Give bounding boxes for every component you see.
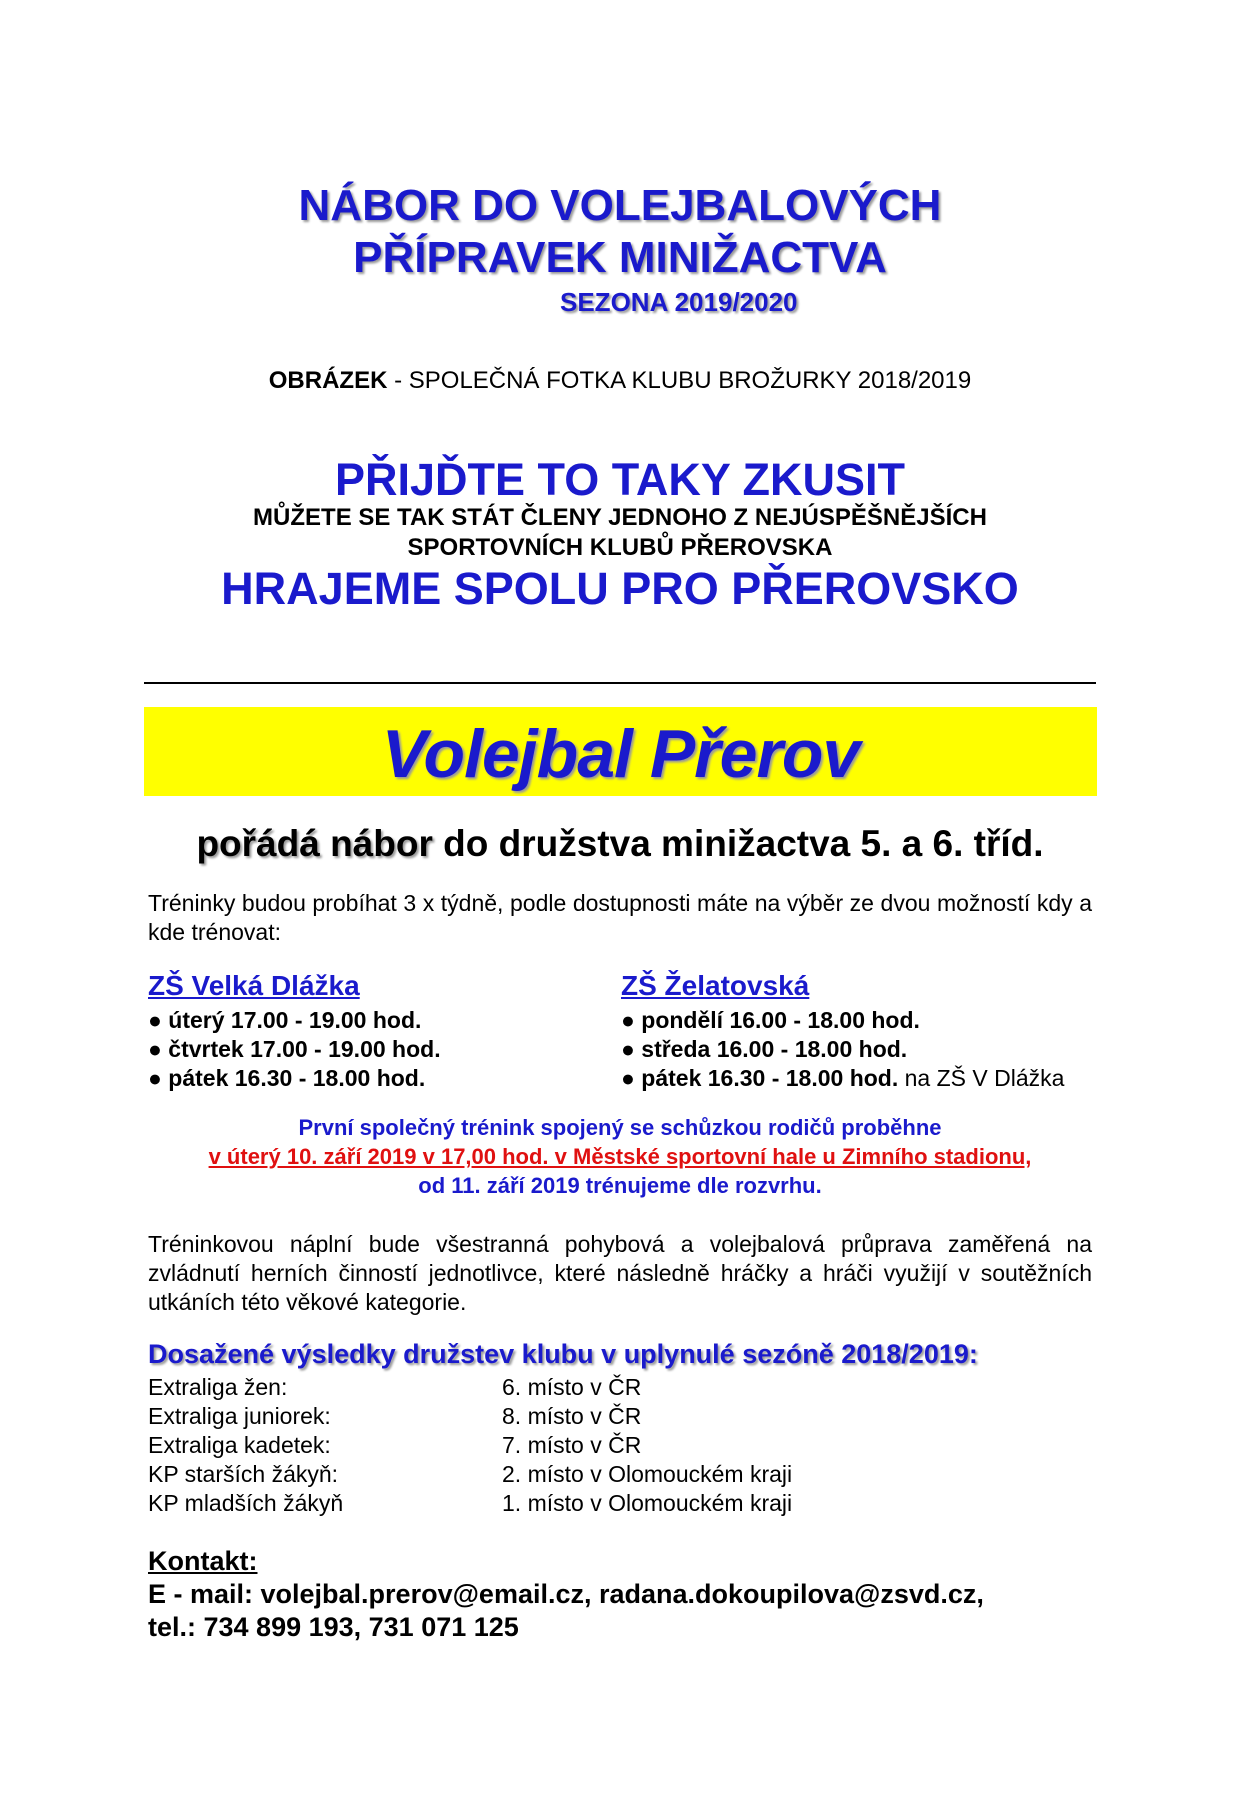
venue-velka-dlazka-list: [148, 1006, 441, 1093]
club-banner: [144, 707, 1097, 796]
invite-headline: PŘIJĎTE TO TAKY ZKUSIT: [334, 454, 906, 505]
training-content: Tréninkovou náplní bude všestranná pohybová a volejbalová průprava zaměřená na zvládnutí herních činností jednotlivce, které následně hráčky a hráči využijí v soutěžních utkáních této věkové kategorie.: [148, 1231, 1092, 1315]
league-place: 6. místo v ČR: [502, 1374, 642, 1400]
club-name: Volejbal Přerov: [381, 716, 860, 792]
schedule-item: ● pátek 16.30 - 18.00 hod.: [148, 1065, 426, 1091]
venue-zelatovska-title: ZŠ Želatovská: [621, 970, 810, 1001]
training-intro: Tréninky budou probíhat 3 x týdně, podle dostupnosti máte na výběr ze dvou možností kdy a kde trénovat:: [148, 890, 1092, 945]
schedule-item: ● středa 16.00 - 18.00 hod.: [621, 1036, 908, 1062]
notice-line-1: První společný trénink spojený se schůzkou rodičů proběhne: [298, 1115, 942, 1140]
title-line-2: PŘÍPRAVEK MINIŽACTVA: [353, 233, 887, 282]
slogan: HRAJEME SPOLU PRO PŘEROVSKO: [221, 563, 1019, 614]
contact-phone: tel.: 734 899 193, 731 071 125: [148, 1612, 519, 1642]
invite-sub-line-1: MŮŽETE SE TAK STÁT ČLENY JEDNOHO Z NEJÚSPĚŠNĚJŠÍCH: [253, 504, 987, 531]
league-name: KP starších žákyň:: [148, 1461, 339, 1487]
league-name: KP mladších žákyň: [148, 1490, 344, 1516]
results-heading: Dosažené výsledky družstev klubu v uplynulé sezóně 2018/2019:: [148, 1339, 978, 1369]
recruit-line: [0, 823, 1240, 865]
table-row: [148, 1402, 1048, 1431]
table-row: [148, 1431, 1048, 1460]
schedule-item: [621, 1064, 1064, 1093]
contact-heading: Kontakt:: [148, 1546, 258, 1576]
table-row: [148, 1460, 1048, 1489]
divider: [144, 682, 1096, 684]
league-name: Extraliga žen:: [148, 1374, 288, 1400]
notice-line-3: od 11. září 2019 trénujeme dle rozvrhu.: [418, 1173, 822, 1198]
league-name: Extraliga kadetek:: [148, 1432, 331, 1458]
league-place: 2. místo v Olomouckém kraji: [502, 1461, 793, 1487]
schedule-item-text: ● pátek 16.30 - 18.00 hod.: [621, 1065, 899, 1091]
venue-zelatovska-list: [621, 1006, 1064, 1093]
schedule-item: ● úterý 17.00 - 19.00 hod.: [148, 1007, 422, 1033]
image-note-label: OBRÁZEK: [268, 367, 388, 394]
image-note: [0, 367, 1240, 395]
table-row: [148, 1373, 1048, 1402]
league-name: Extraliga juniorek:: [148, 1403, 331, 1429]
results-table: [148, 1373, 1048, 1518]
schedule-item: ● pondělí 16.00 - 18.00 hod.: [621, 1007, 920, 1033]
venue-velka-dlazka-title: ZŠ Velká Dlážka: [148, 970, 360, 1001]
schedule-item-note: na ZŠ V Dlážka: [898, 1065, 1065, 1091]
recruit-bold: pořádá nábor: [196, 823, 433, 864]
season-label: SEZONA 2019/2020: [560, 287, 798, 317]
title-line-1: NÁBOR DO VOLEJBALOVÝCH: [298, 181, 942, 230]
league-place: 1. místo v Olomouckém kraji: [502, 1490, 793, 1516]
invite-sub-line-2: SPORTOVNÍCH KLUBŮ PŘEROVSKA: [407, 534, 833, 561]
contact-email: E - mail: volejbal.prerov@email.cz, radana.dokoupilova@zsvd.cz,: [148, 1579, 984, 1609]
contact-block: [148, 1545, 984, 1644]
league-place: 8. místo v ČR: [502, 1403, 642, 1429]
image-note-text: - SPOLEČNÁ FOTKA KLUBU BROŽURKY 2018/2019: [387, 367, 972, 394]
recruit-rest: do družstva minižactva 5. a 6. tříd.: [432, 823, 1044, 864]
notice-line-2: v úterý 10. září 2019 v 17,00 hod. v Městské sportovní hale u Zimního stadionu,: [208, 1144, 1032, 1169]
league-place: 7. místo v ČR: [502, 1432, 642, 1458]
schedule-item: ● čtvrtek 17.00 - 19.00 hod.: [148, 1036, 441, 1062]
table-row: [148, 1489, 1048, 1518]
